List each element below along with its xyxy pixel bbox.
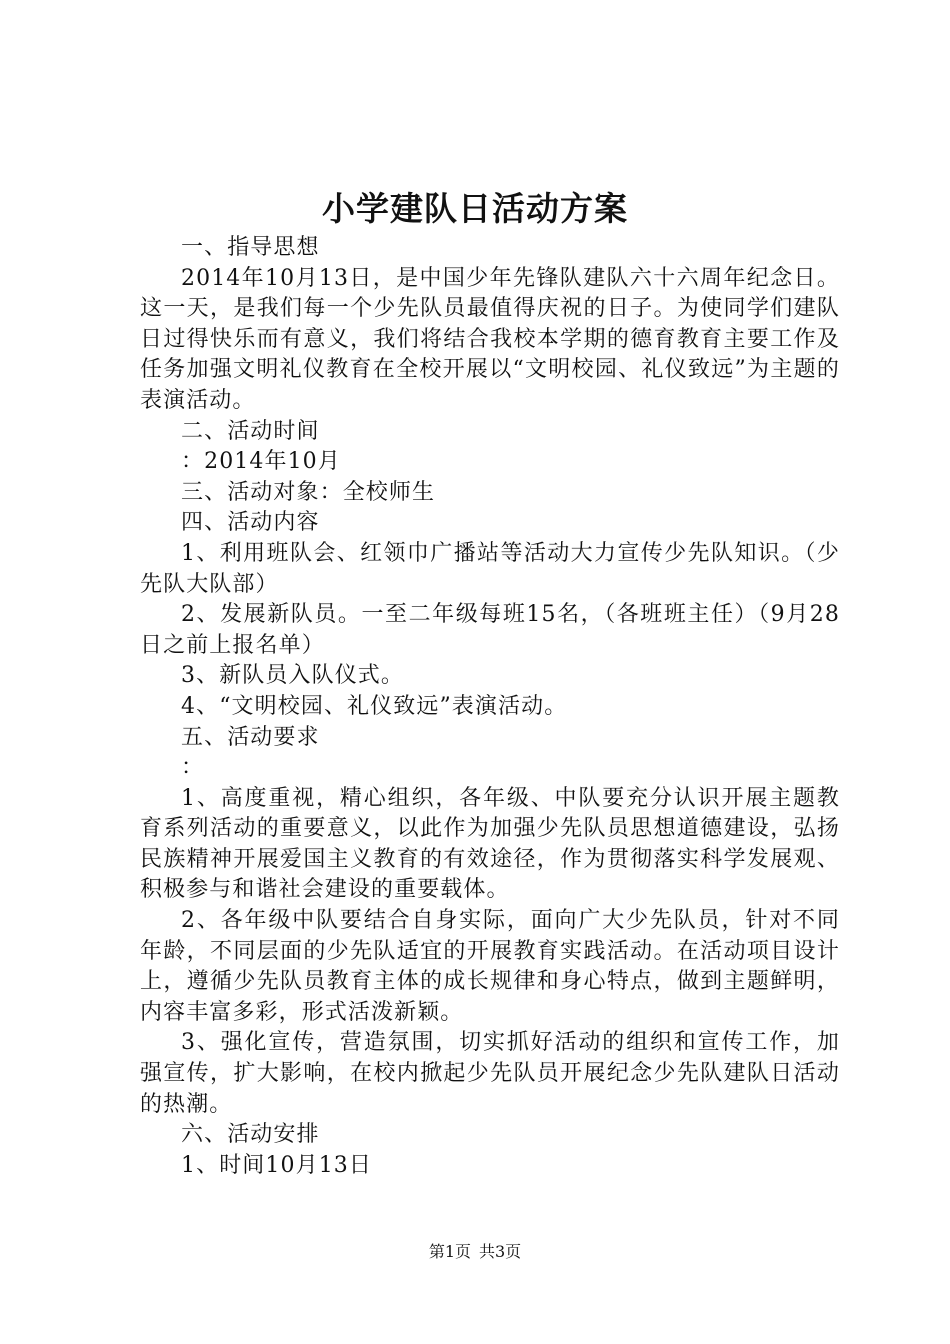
section-heading-activity-time: 二、活动时间 bbox=[181, 418, 320, 444]
section-heading-guiding-thought: 一、指导思想 bbox=[181, 235, 320, 260]
content-item-1: 1、利用班队会、红领巾广播站等活动大力宣传少先队知识。（少先队大队部） bbox=[140, 540, 840, 597]
document-title: 小学建队日活动方案 bbox=[322, 189, 628, 228]
paragraph-intro: 2014年10月13日，是中国少年先锋队建队六十六周年纪念日。这一天，是我们每一个少先队员最值得庆祝的日子。为使同学们建队日过得快乐而有意义，我们将结合我校本学期的德育教育主要工作及任务加强文明礼仪教育在全校开展以“文明校园、礼仪致远”为主题的表演活动。 bbox=[140, 265, 840, 413]
page-number: 第1页 bbox=[428, 1242, 471, 1261]
page-footer bbox=[0, 1240, 950, 1264]
content-item-4: 4、“文明校园、礼仪致远”表演活动。 bbox=[181, 693, 568, 719]
content-item-2: 2、发展新队员。一至二年级每班15名，（各班班主任）（9月28日之前上报名单） bbox=[140, 602, 840, 658]
section-heading-activity-arrangement: 六、活动安排 bbox=[181, 1122, 320, 1148]
activity-time-value: ：2014年10月 bbox=[181, 449, 341, 475]
content-item-3: 3、新队员入队仪式。 bbox=[181, 663, 404, 689]
section-heading-activity-content: 四、活动内容 bbox=[181, 510, 320, 536]
requirement-item-2: 2、各年级中队要结合自身实际，面向广大少先队员，针对不同年龄，不同层面的少先队适宜的开展教育实践活动。在活动项目设计上，遵循少先队员教育主体的成长规律和身心特点，做到主题鲜明，内容丰富多彩，形式活泼新颖。 bbox=[140, 908, 840, 1025]
section-heading-activity-requirements: 五、活动要求 bbox=[181, 724, 320, 750]
page-total: 共3页 bbox=[479, 1242, 522, 1261]
requirement-item-1: 1、高度重视，精心组织，各年级、中队要充分认识开展主题教育系列活动的重要意义，以此作为加强少先队员思想道德建设，弘扬民族精神开展爱国主义教育的有效途径，作为贯彻落实科学发展观、积极参与和谐社会建设的重要载体。 bbox=[140, 785, 840, 903]
requirements-colon: ： bbox=[181, 755, 205, 781]
requirement-item-3: 3、强化宣传，营造氛围，切实抓好活动的组织和宣传工作，加强宣传，扩大影响，在校内掀起少先队员开展纪念少先队建队日活动的热潮。 bbox=[140, 1030, 840, 1117]
document-body bbox=[140, 233, 840, 1181]
arrangement-item-1: 1、时间10月13日 bbox=[181, 1152, 372, 1178]
section-heading-activity-target: 三、活动对象：全校师生 bbox=[181, 479, 436, 505]
